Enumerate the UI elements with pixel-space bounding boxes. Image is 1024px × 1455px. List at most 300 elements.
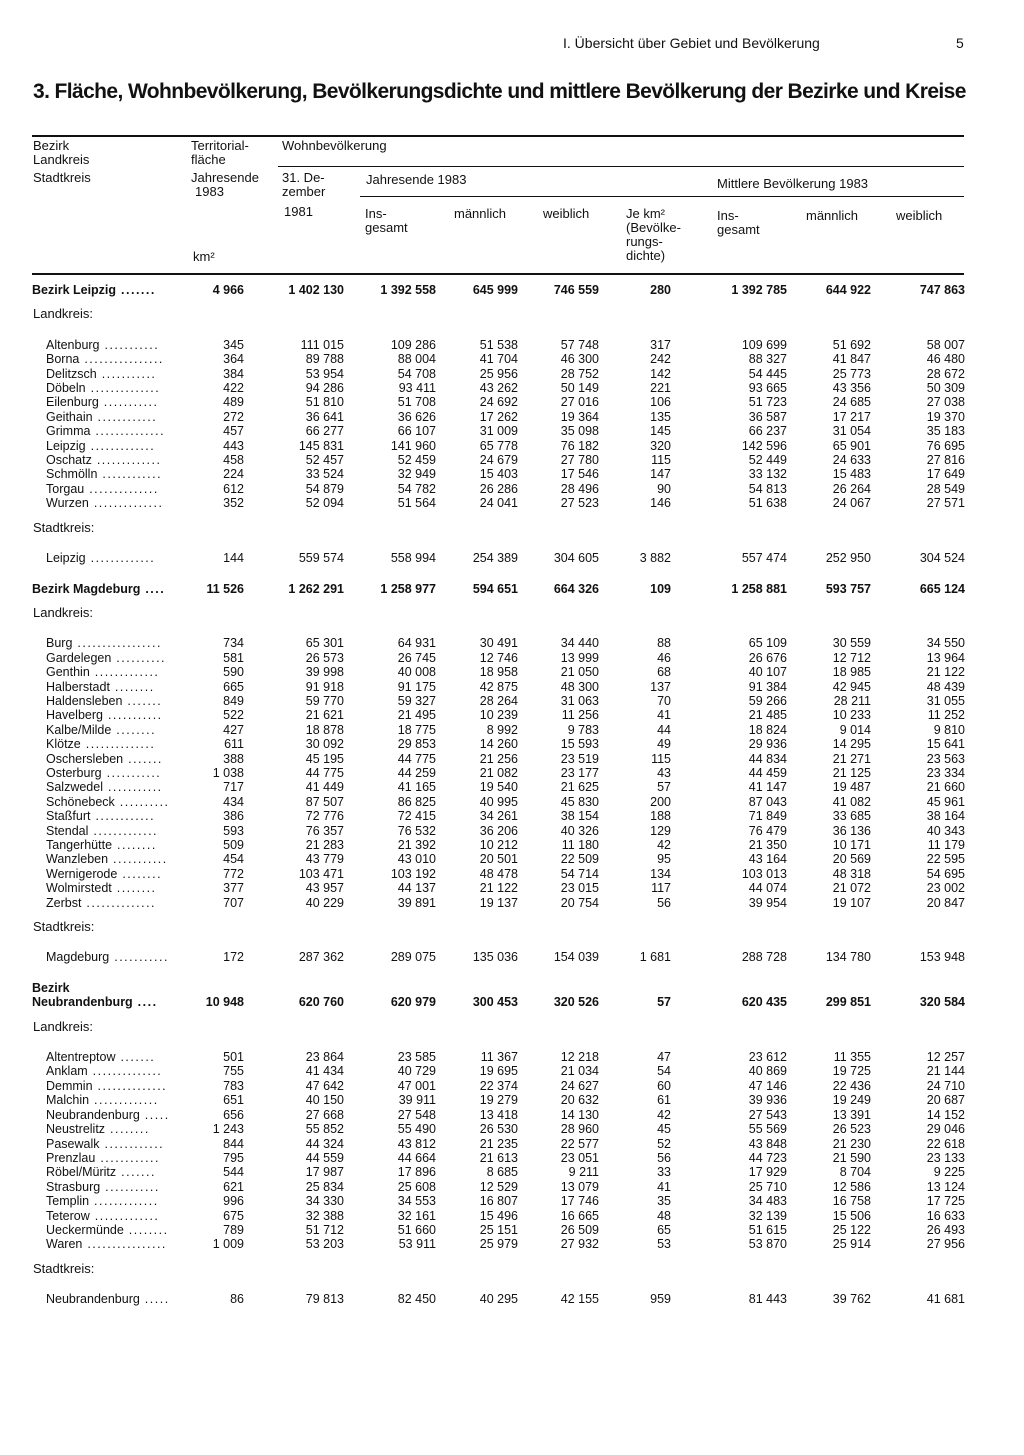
table-row <box>30 1079 965 1093</box>
cell-value: 43 262 <box>479 381 518 396</box>
cell-value: 23 133 <box>926 1150 965 1165</box>
section-label-text: Stadtkreis: <box>33 919 95 935</box>
cell-value: 48 300 <box>560 679 599 694</box>
cell-value: 144 <box>223 551 244 566</box>
cell-value: 15 496 <box>479 1208 518 1223</box>
leader-dots: ............. <box>89 1208 160 1223</box>
cell-value: 558 994 <box>390 551 436 566</box>
cell-value: 54 782 <box>397 481 436 496</box>
cell-value: 26 530 <box>479 1122 518 1137</box>
cell-value: 14 260 <box>479 737 518 752</box>
cell-value: 141 960 <box>390 438 436 453</box>
cell-value: 656 <box>223 1107 244 1122</box>
cell-value: 25 608 <box>397 1179 436 1194</box>
section-label <box>30 920 965 934</box>
cell-value: 50 149 <box>560 381 599 396</box>
leader-dots: ........... <box>98 395 159 410</box>
table-row <box>30 824 965 838</box>
leader-dots: ........ <box>112 838 157 852</box>
cell-value: 27 816 <box>926 453 965 468</box>
table-row <box>30 694 965 708</box>
leader-dots: ........... <box>102 780 163 795</box>
table-row <box>30 551 965 565</box>
cell-value: 707 <box>223 895 244 910</box>
cell-value: 66 237 <box>748 424 787 439</box>
cell-value: 44 459 <box>748 765 787 780</box>
cell-value: 54 879 <box>305 481 344 496</box>
cell-value: 644 922 <box>825 283 871 297</box>
cell-value: 65 109 <box>748 636 787 651</box>
cell-value: 27 932 <box>560 1237 599 1252</box>
cell-value: 26 264 <box>832 481 871 496</box>
cell-value: 21 256 <box>479 751 518 766</box>
col-kreis-l2: Landkreis <box>33 152 90 167</box>
cell-value: 41 434 <box>305 1064 344 1079</box>
cell-value: 8 685 <box>486 1165 518 1180</box>
section-label <box>30 606 965 620</box>
cell-value: 31 055 <box>926 693 965 708</box>
cell-value: 14 295 <box>832 737 871 752</box>
cell-value: 38 154 <box>560 809 599 824</box>
leader-dots: .............. <box>88 496 164 511</box>
cell-value: 76 182 <box>560 438 599 453</box>
table-row <box>30 1137 965 1151</box>
cell-value: 43 957 <box>305 881 344 896</box>
row-name: Waren <box>46 1237 83 1252</box>
cell-value: 40 150 <box>305 1093 344 1108</box>
cell-value: 109 <box>650 581 671 596</box>
cell-value: 57 <box>657 995 671 1010</box>
cell-value: 43 356 <box>832 381 871 396</box>
cell-value: 352 <box>223 496 244 511</box>
cell-value: 66 107 <box>397 424 436 439</box>
row-name: Wurzen <box>46 496 89 511</box>
leader-dots: ............. <box>88 823 159 838</box>
cell-value: 20 847 <box>926 895 965 910</box>
cell-value: 94 286 <box>305 381 344 396</box>
cell-value: 34 330 <box>305 1194 344 1209</box>
cell-value: 304 605 <box>553 551 599 566</box>
section-label <box>30 1262 965 1276</box>
cell-value: 454 <box>223 852 244 867</box>
cell-value: 18 985 <box>832 665 871 680</box>
table-row <box>30 1209 965 1223</box>
cell-value: 388 <box>223 751 244 766</box>
table-row <box>30 1108 965 1122</box>
table-row <box>30 424 965 438</box>
row-name: Staßfurt <box>46 809 91 824</box>
cell-value: 53 911 <box>398 1237 436 1252</box>
row-name: Zerbst <box>46 895 82 910</box>
cell-value: 54 <box>657 1064 671 1079</box>
cell-value: 30 559 <box>832 636 871 651</box>
cell-value: 21 144 <box>926 1064 965 1079</box>
table-row <box>30 737 965 751</box>
cell-value: 188 <box>650 809 671 824</box>
cell-value: 33 132 <box>748 467 787 482</box>
cell-value: 280 <box>650 283 671 297</box>
cell-value: 51 564 <box>397 496 436 511</box>
cell-value: 109 699 <box>741 337 787 352</box>
row-name: Geithain <box>46 409 93 424</box>
cell-value: 320 <box>650 438 671 453</box>
cell-value: 70 <box>657 693 671 708</box>
cell-value: 43 164 <box>748 852 787 867</box>
cell-value: 11 526 <box>206 581 244 596</box>
cell-value: 54 445 <box>748 366 787 381</box>
cell-value: 142 596 <box>741 438 787 453</box>
spacer-row <box>30 910 965 920</box>
cell-value: 1 392 785 <box>731 283 787 297</box>
cell-value: 8 704 <box>839 1165 871 1180</box>
row-name: Teterow <box>46 1208 90 1223</box>
table-row <box>30 636 965 650</box>
spacer-row <box>30 934 965 950</box>
cell-value: 65 <box>657 1222 671 1237</box>
cell-value: 12 529 <box>479 1179 518 1194</box>
table-row <box>30 439 965 453</box>
cell-value: 24 067 <box>832 496 871 511</box>
cell-value: 40 008 <box>397 665 436 680</box>
header-top-rule <box>32 135 964 137</box>
cell-value: 44 324 <box>305 1136 344 1151</box>
col-dichte-l3: rungs- <box>626 234 663 249</box>
cell-value: 15 641 <box>926 737 965 752</box>
cell-value: 22 509 <box>560 852 599 867</box>
cell-value: 41 <box>657 1179 671 1194</box>
cell-value: 88 <box>657 636 671 651</box>
cell-value: 21 271 <box>832 751 871 766</box>
cell-value: 21 485 <box>748 708 787 723</box>
table-row <box>30 1093 965 1107</box>
cell-value: 79 813 <box>305 1292 344 1307</box>
leader-dots: ............ <box>99 1136 165 1151</box>
cell-value: 9 225 <box>933 1165 965 1180</box>
cell-value: 41 681 <box>926 1292 965 1307</box>
cell-value: 51 615 <box>748 1222 787 1237</box>
cell-value: 76 695 <box>926 438 965 453</box>
cell-value: 13 124 <box>926 1179 965 1194</box>
table-row <box>30 1151 965 1165</box>
cell-value: 18 824 <box>748 722 787 737</box>
cell-value: 19 279 <box>479 1093 518 1108</box>
table-row <box>30 1194 965 1208</box>
cell-value: 23 015 <box>560 881 599 896</box>
cell-value: 50 309 <box>926 381 965 396</box>
cell-value: 21 350 <box>748 838 787 852</box>
cell-value: 17 546 <box>560 467 599 482</box>
cell-value: 12 586 <box>832 1179 871 1194</box>
cell-value: 40 229 <box>305 895 344 910</box>
cell-value: 45 <box>657 1122 671 1137</box>
cell-value: 48 439 <box>926 679 965 694</box>
cell-value: 11 252 <box>927 708 965 723</box>
bezirk-row <box>30 995 965 1009</box>
cell-value: 593 <box>223 823 244 838</box>
cell-value: 489 <box>223 395 244 410</box>
cell-value: 38 164 <box>926 809 965 824</box>
spacer-row <box>30 596 965 606</box>
cell-value: 21 072 <box>832 881 871 896</box>
section-label <box>30 307 965 321</box>
row-name: Schmölln <box>46 467 98 482</box>
cell-value: 443 <box>223 438 244 453</box>
cell-value: 55 490 <box>397 1122 436 1137</box>
cell-value: 28 752 <box>560 366 599 381</box>
col-m-insgesamt-l2: gesamt <box>717 222 760 237</box>
cell-value: 317 <box>650 337 671 352</box>
cell-value: 58 007 <box>926 337 965 352</box>
cell-value: 87 507 <box>305 794 344 809</box>
leader-dots: ............. <box>89 1194 159 1209</box>
cell-value: 594 651 <box>472 581 518 596</box>
row-name: Strasburg <box>46 1179 101 1194</box>
row-name: Oschersleben <box>46 751 124 766</box>
row-name: Templin <box>46 1194 90 1209</box>
col-dez-l2: zember <box>282 184 326 199</box>
cell-value: 27 016 <box>560 395 599 410</box>
cell-value: 23 563 <box>926 751 965 766</box>
row-name: Bezirk Magdeburg <box>32 581 141 596</box>
cell-value: 200 <box>650 794 671 809</box>
cell-value: 21 625 <box>560 780 599 795</box>
leader-dots: ............ <box>90 809 156 824</box>
leader-dots: ............ <box>97 467 163 482</box>
leader-dots: ........ <box>117 866 163 881</box>
cell-value: 41 165 <box>397 780 436 795</box>
cell-value: 288 728 <box>741 950 787 965</box>
cell-value: 300 453 <box>472 995 518 1010</box>
col-mittlere: Mittlere Bevölkerung 1983 <box>717 176 869 191</box>
cell-value: 39 911 <box>398 1093 436 1108</box>
cell-value: 41 147 <box>748 780 787 795</box>
cell-value: 364 <box>223 352 244 367</box>
cell-value: 21 235 <box>479 1136 518 1151</box>
spacer-row <box>30 1034 965 1050</box>
header-bottom-rule <box>32 273 964 275</box>
col-dichte-l2: (Bevölke- <box>626 220 681 235</box>
leader-dots: ....... <box>115 1050 156 1065</box>
leader-dots: .......... <box>114 794 170 809</box>
cell-value: 40 295 <box>479 1292 518 1307</box>
cell-value: 142 <box>650 366 671 381</box>
leader-dots: ........ <box>111 722 157 737</box>
cell-value: 783 <box>223 1078 244 1093</box>
cell-value: 36 206 <box>479 823 518 838</box>
cell-value: 734 <box>223 636 244 651</box>
cell-value: 27 548 <box>397 1107 436 1122</box>
leader-dots: .... <box>132 995 158 1010</box>
cell-value: 20 501 <box>479 852 518 867</box>
bezirk-row-prefix <box>30 981 965 995</box>
cell-value: 34 553 <box>397 1194 436 1209</box>
spacer-row <box>30 1252 965 1262</box>
cell-value: 30 092 <box>305 737 344 752</box>
leader-dots: ..... <box>139 1292 170 1307</box>
section-label <box>30 1020 965 1034</box>
leader-dots: ........... <box>102 708 163 723</box>
cell-value: 147 <box>650 467 671 482</box>
cell-value: 422 <box>223 381 244 396</box>
cell-value: 10 948 <box>205 995 244 1010</box>
row-name: Wolmirstedt <box>46 881 112 896</box>
cell-value: 665 124 <box>919 581 965 596</box>
cell-value: 145 <box>650 424 671 439</box>
table-row <box>30 780 965 794</box>
row-name: Ueckermünde <box>46 1222 124 1237</box>
cell-value: 664 326 <box>553 581 599 596</box>
leader-dots: ........... <box>109 950 169 965</box>
cell-value: 91 175 <box>397 679 436 694</box>
cell-value: 39 954 <box>748 895 787 910</box>
cell-value: 90 <box>657 481 671 496</box>
cell-value: 47 642 <box>305 1078 344 1093</box>
table-row <box>30 896 965 910</box>
cell-value: 106 <box>650 395 671 410</box>
cell-value: 61 <box>657 1093 671 1108</box>
col-flaeche-l4: 1983 <box>195 184 224 199</box>
cell-value: 26 286 <box>479 481 518 496</box>
cell-value: 21 283 <box>305 838 344 852</box>
leader-dots: .............. <box>87 1064 163 1079</box>
cell-value: 25 956 <box>479 366 518 381</box>
cell-value: 13 079 <box>560 1179 599 1194</box>
cell-value: 51 708 <box>397 395 436 410</box>
row-name: Altentreptow <box>46 1050 116 1065</box>
cell-value: 25 122 <box>832 1222 871 1237</box>
spacer-row <box>30 620 965 636</box>
row-name: Haldensleben <box>46 693 123 708</box>
cell-value: 1 258 977 <box>380 581 436 596</box>
cell-value: 39 936 <box>748 1093 787 1108</box>
row-name: Delitzsch <box>46 366 97 381</box>
cell-value: 4 966 <box>212 283 244 297</box>
cell-value: 13 964 <box>926 650 965 665</box>
cell-value: 53 954 <box>305 366 344 381</box>
cell-value: 40 729 <box>397 1064 436 1079</box>
cell-value: 43 779 <box>305 852 344 867</box>
row-name: Röbel/Müritz <box>46 1165 117 1180</box>
cell-value: 43 <box>657 765 671 780</box>
col-flaeche-l1: Territorial- <box>191 138 249 153</box>
leader-dots: ........... <box>100 1179 160 1194</box>
cell-value: 1 258 881 <box>731 581 787 596</box>
cell-value: 17 896 <box>397 1165 436 1180</box>
row-name: Schönebeck <box>46 794 115 809</box>
cell-value: 621 <box>223 1179 244 1194</box>
cell-value: 54 708 <box>397 366 436 381</box>
cell-value: 48 318 <box>832 866 871 881</box>
table-row <box>30 665 965 679</box>
cell-value: 42 <box>657 838 671 852</box>
spacer-row <box>30 535 965 551</box>
table-row <box>30 651 965 665</box>
cell-value: 11 256 <box>561 708 599 723</box>
table-row <box>30 723 965 737</box>
cell-value: 103 013 <box>741 866 787 881</box>
cell-value: 66 277 <box>305 424 344 439</box>
row-name: Kalbe/Milde <box>46 722 112 737</box>
table-row <box>30 795 965 809</box>
table-row <box>30 1237 965 1251</box>
cell-value: 22 595 <box>926 852 965 867</box>
cell-value: 1 243 <box>212 1122 244 1137</box>
leader-dots: .............. <box>84 481 159 496</box>
cell-value: 22 374 <box>479 1078 518 1093</box>
cell-value: 87 043 <box>748 794 787 809</box>
cell-value: 40 343 <box>926 823 965 838</box>
cell-value: 27 956 <box>926 1237 965 1252</box>
cell-value: 51 538 <box>479 337 518 352</box>
cell-value: 11 367 <box>480 1050 518 1065</box>
row-name: Stendal <box>46 823 89 838</box>
cell-value: 1 009 <box>212 1237 244 1252</box>
cell-value: 41 082 <box>832 794 871 809</box>
row-name: Salzwedel <box>46 780 103 795</box>
col-weiblich: weiblich <box>543 206 590 221</box>
page-number: 5 <box>956 35 964 51</box>
cell-value: 287 362 <box>298 950 344 965</box>
cell-value: 21 613 <box>479 1150 518 1165</box>
row-name: Neustrelitz <box>46 1122 106 1137</box>
leader-dots: ........ <box>105 1122 150 1137</box>
running-header: I. Übersicht über Gebiet und Bevölkerung <box>563 35 820 51</box>
cell-value: 849 <box>223 693 244 708</box>
spacer-row <box>30 965 965 981</box>
cell-value: 40 326 <box>560 823 599 838</box>
cell-value: 44 775 <box>397 751 436 766</box>
spacer-row <box>30 1276 965 1292</box>
cell-value: 40 995 <box>479 794 518 809</box>
cell-value: 254 389 <box>472 551 518 566</box>
cell-value: 20 687 <box>926 1093 965 1108</box>
cell-value: 590 <box>223 665 244 680</box>
cell-value: 26 523 <box>832 1122 871 1137</box>
table-row <box>30 352 965 366</box>
cell-value: 35 <box>657 1194 671 1209</box>
cell-value: 27 668 <box>305 1107 344 1122</box>
cell-value: 772 <box>223 866 244 881</box>
cell-value: 71 849 <box>748 809 787 824</box>
cell-value: 18 775 <box>397 722 436 737</box>
col-insgesamt-l2: gesamt <box>365 220 408 235</box>
cell-value: 103 471 <box>298 866 344 881</box>
leader-dots: .............. <box>81 895 157 910</box>
cell-value: 21 125 <box>832 765 871 780</box>
cell-value: 41 <box>657 708 671 723</box>
leader-dots: ....... <box>116 1165 156 1180</box>
section-label-text: Stadtkreis: <box>33 1260 95 1276</box>
leader-dots: ....... <box>122 693 163 708</box>
cell-value: 172 <box>223 950 244 965</box>
cell-value: 64 931 <box>397 636 436 651</box>
cell-value: 68 <box>657 665 671 680</box>
cell-value: 25 773 <box>832 366 871 381</box>
cell-value: 17 262 <box>479 409 518 424</box>
cell-value: 52 <box>657 1136 671 1151</box>
row-name: Pasewalk <box>46 1136 100 1151</box>
cell-value: 15 403 <box>479 467 518 482</box>
cell-value: 109 286 <box>390 337 436 352</box>
section-label-text: Landkreis: <box>33 306 93 322</box>
cell-value: 31 063 <box>560 693 599 708</box>
cell-value: 21 050 <box>560 665 599 680</box>
cell-value: 115 <box>651 453 671 468</box>
cell-value: 76 532 <box>397 823 436 838</box>
cell-value: 46 300 <box>560 352 599 367</box>
cell-value: 15 506 <box>832 1208 871 1223</box>
cell-value: 32 161 <box>397 1208 436 1223</box>
